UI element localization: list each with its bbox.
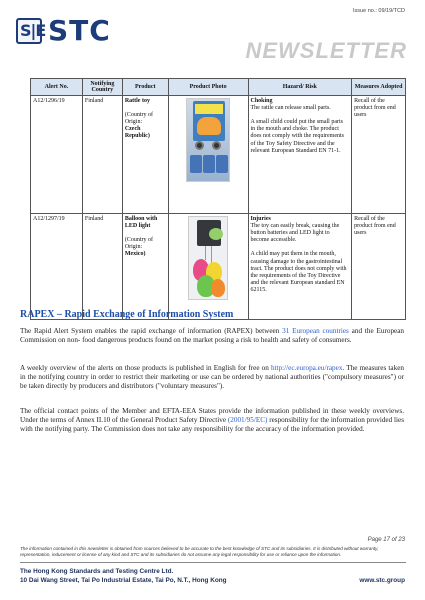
logo-mark	[16, 18, 46, 44]
header-hazard: Hazard/ Risk	[248, 79, 352, 96]
paragraph-text: The official contact points of the Member and EFTA-EEA States provide the information published in these weekly overviews. Under the terms of Annex II.10 of the General Product Safety Directive	[20, 407, 404, 425]
logo-text: STC	[48, 14, 111, 47]
rapex-paragraph-2	[20, 364, 404, 391]
cell-hazard	[248, 214, 352, 320]
company-name: The Hong Kong Standards and Testing Centre Ltd.	[20, 568, 174, 575]
rapex-paragraph-3	[20, 407, 404, 434]
footer-divider	[20, 562, 406, 563]
header-measures: Measures Adopted	[352, 79, 406, 96]
disclaimer: The information contained in this newsletter is obtained from sources believed to be accurate to the best knowledge of STC and its subsidiaries. It is distributed without warranty, representation, inducement or license of any kind and STC and its subsidiaries do not assume any legal responsibility for use or reliance upon the information.	[20, 546, 379, 557]
header-alert-no: Alert No.	[31, 79, 83, 96]
hazard-text: The rattle can release small parts.	[250, 104, 331, 111]
hazard-title: Choking	[250, 97, 273, 104]
directive-link[interactable]: (2001/95/EC)	[227, 416, 268, 425]
rattle-toy-photo	[186, 98, 230, 182]
header-photo: Product Photo	[168, 79, 248, 96]
stc-logo	[16, 14, 136, 48]
european-countries-link[interactable]: 31 European countries	[282, 327, 349, 335]
paragraph-text: and the European Commission on non- food dangerous products found on the market posing a risk to health and safety of consumers.	[20, 327, 405, 345]
paragraph-text: The Rapid Alert System enables the rapid exchange of information (RAPEX) between	[20, 327, 283, 335]
hazard-text: A small child could put the small parts in the mouth and choke. The product does not comply with the requirements of the Toy Safety Directive and the relevant European Standard EN 71-1.	[250, 118, 344, 154]
hazard-title: Injuries	[250, 215, 271, 222]
cell-photo	[168, 96, 248, 214]
led-balloon-photo	[188, 216, 228, 300]
issue-number: Issue no.: 09/19/TCD	[353, 8, 405, 14]
table-row	[31, 96, 406, 214]
cell-measures: Recall of the product from end users	[352, 96, 406, 214]
cell-country: Finland	[82, 96, 122, 214]
rapex-url-link[interactable]: http://ec.europa.eu/rapex	[270, 364, 343, 372]
header-country: Notifying Country	[82, 79, 122, 96]
table-row	[31, 214, 406, 320]
rapex-paragraph-1	[20, 327, 404, 345]
page-number: Page 17 of 23	[367, 537, 405, 543]
header-product: Product	[122, 79, 168, 96]
cell-hazard	[248, 96, 352, 214]
paragraph-text: A weekly overview of the alerts on those products is published in English for free on	[20, 364, 271, 372]
website-link[interactable]: www.stc.group	[359, 577, 405, 584]
paragraph-text: responsibility for the information provided lies with the notifying party. The Commission does not take any responsibility for the accuracy of the information provided.	[20, 416, 404, 434]
table-header-row	[31, 79, 406, 96]
cell-measures: Recall of the product from end users	[352, 214, 406, 320]
cell-product	[122, 214, 168, 320]
origin-label: (Country of Origin:	[124, 236, 153, 251]
product-name: Rattle toy	[124, 97, 150, 104]
product-name: Balloon with LED light	[124, 215, 158, 229]
paragraph-text: . The measures taken in the notifying country in order to restrict their marketing or use can be ordered by national authorities ("compulsory measures") or be taken directly by producers and distributors ("voluntary measures").	[20, 364, 404, 391]
alerts-table	[30, 78, 406, 320]
cell-country: Finland	[82, 214, 122, 320]
origin-label: (Country of Origin:	[124, 111, 153, 125]
origin-value: Mexico)	[124, 251, 146, 258]
cell-alert-no: A12/1296/19	[31, 96, 83, 214]
cell-product	[122, 96, 168, 214]
hazard-text: The toy can easily break, causing the button batteries and LED light to become accessible.	[250, 222, 340, 244]
company-address: 10 Dai Wang Street, Tai Po Industrial Estate, Tai Po, N.T., Hong Kong	[20, 576, 227, 584]
cell-alert-no: A12/1297/19	[31, 214, 83, 320]
footer-company	[20, 568, 227, 585]
cell-photo	[168, 214, 248, 320]
hazard-text: A child may put them in the mouth, causing damage to the gastrointestinal tract. The product does not comply with the requirements of the Toy Directive and the relevant European standard EN 62115.	[250, 251, 347, 294]
rapex-title: RAPEX – Rapid Exchange of Information System	[20, 309, 234, 320]
logo-mark-text: S|E	[20, 21, 46, 40]
page-header	[0, 0, 425, 72]
newsletter-title: NEWSLETTER	[245, 38, 407, 63]
origin-value: Czech Republic)	[124, 126, 150, 140]
